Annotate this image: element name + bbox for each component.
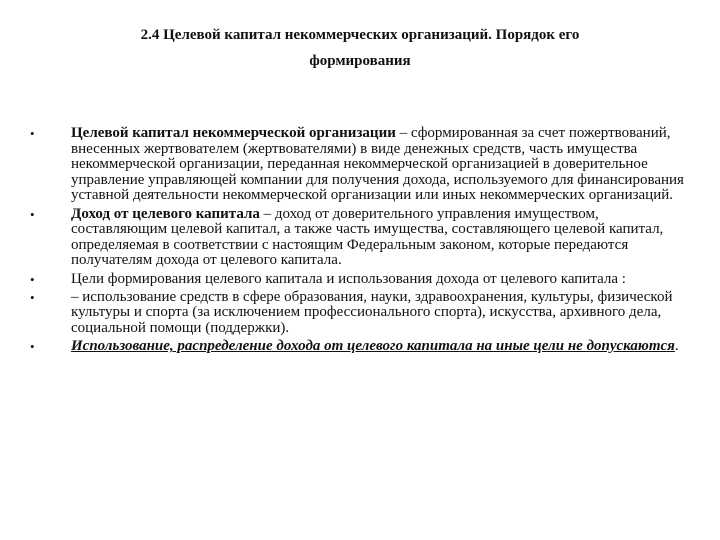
bullet-item-goals [30, 272, 690, 288]
restriction-suffix: . [674, 338, 679, 355]
bullet-item-endowment-income [30, 207, 690, 269]
slide-title [90, 22, 630, 74]
restriction-emphasis: Использование, распределение дохода от целевого капитала на иные цели не допускаются [71, 338, 675, 355]
definition-endowment: – сформированная за счет пожертвований, внесенных жертвователем (жертвователями) в виде денежных средств, часть имущества некоммерческой организации, переданная некоммерческой организацией в доверительное управление управляющей компании для получения дохода, используемого для финансирования уставной деятельности некоммерческой организации или иных некоммерческих организаций. [71, 125, 684, 204]
title-line-2: формирования [309, 53, 411, 69]
bullet-item-endowment-definition [30, 126, 690, 204]
bullet-icon: • [30, 289, 35, 305]
bullet-item-restriction [30, 339, 690, 355]
bullet-item-usage-areas [30, 290, 690, 337]
definition-endowment-income: – доход от доверительного управления имуществом, составляющим целевой капитал, а также часть имущества, составляющего целевой капитал, определяемая в соответствии с настоящим Федеральным законом, которые передаются получателям дохода от целевого капитала. [71, 205, 664, 269]
term-endowment: Целевой капитал некоммерческой организации [71, 125, 396, 141]
bullet-icon: • [30, 206, 35, 222]
bullet-icon: • [30, 126, 35, 141]
bullet-icon: • [30, 271, 35, 287]
title-line-1: 2.4 Целевой капитал некоммерческих организаций. Порядок его [140, 27, 580, 43]
bullet-list [30, 126, 690, 357]
goals-text: Цели формирования целевого капитала и использования дохода от целевого капитала : [71, 270, 626, 287]
usage-areas-text: – использование средств в сфере образования, науки, здравоохранения, культуры, физической культуры и спорта (за исключением профессионального спорта), искусства, архивного дела, социальной помощи (поддержки). [71, 288, 673, 336]
bullet-icon: • [30, 339, 35, 355]
term-endowment-income: Доход от целевого капитала [71, 205, 260, 222]
